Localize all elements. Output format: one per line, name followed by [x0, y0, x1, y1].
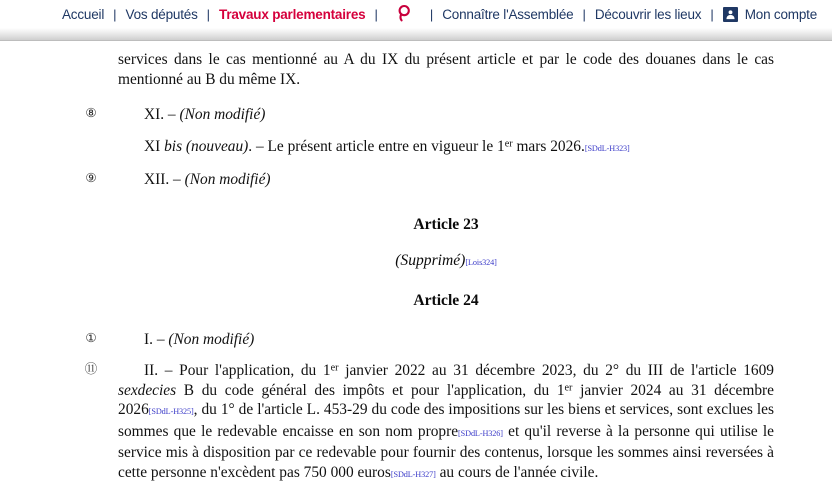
amendment-annotation[interactable]: [SDdL-H325] [148, 407, 194, 416]
article-status-block-23 [0, 252, 832, 270]
spacer [0, 270, 832, 292]
paragraph-i-label: I. – [144, 330, 169, 348]
amendment-annotation[interactable]: [Lois324] [465, 257, 497, 267]
paragraph-ii-g: au cours de l'année civile. [435, 463, 599, 481]
paragraph-xii-label: XII. – [144, 171, 185, 188]
paragraph-ii-a: II. – Pour l'application, du 1 [144, 362, 331, 379]
paragraph-xii [118, 170, 774, 190]
paragraph-marker: ⑧ [85, 105, 97, 120]
paragraph-block-i [0, 330, 832, 350]
paragraph-i-value: (Non modifié) [168, 330, 255, 348]
paragraph-block-xi-bis [0, 137, 832, 159]
paragraph-xi-bis [118, 137, 774, 159]
paragraph-ii-d: janvier 2024 au 31 décembre 2026 [118, 381, 774, 418]
paragraph-xi-value: (Non modifié) [179, 106, 266, 123]
spacer [0, 310, 832, 330]
paragraph-ii-f: et qu'il reverse à la personne qui utilise le service mis à disposition par ce redevable pour fournir des contenus, lorsque les sommes ainsi reversées à cette personne n'excèdent pas 750 000 euros [118, 422, 774, 481]
nav-item-connaitre-assemblee[interactable] [442, 7, 573, 22]
amendment-annotation[interactable]: [SDdL-H326] [458, 428, 503, 438]
paragraph-xi [118, 105, 774, 125]
top-navigation-bar [0, 0, 832, 28]
nav-item-accueil[interactable] [62, 7, 104, 22]
paragraph-xi-label: XI. – [144, 106, 180, 123]
paragraph-xi-bis-italic: bis (nouveau) [164, 137, 249, 155]
spacer [0, 89, 832, 105]
article-title-23: Article 23 [413, 215, 479, 233]
paragraph-block-xi [0, 105, 832, 125]
paragraph-xi-bis-rest1: . – Le présent article entre en vigueur le 1 [248, 137, 505, 155]
nav-item-mon-compte[interactable] [723, 7, 817, 22]
search-icon[interactable] [391, 2, 417, 26]
nav-item-travaux-parlementaires-label: Travaux parlementaires [219, 6, 366, 22]
nav-item-travaux-parlementaires[interactable] [219, 7, 365, 22]
nav-item-vos-deputes[interactable] [126, 7, 198, 22]
nav-shadow-band [0, 28, 832, 40]
nav-item-decouvrir-les-lieux[interactable] [595, 7, 702, 22]
paragraph-ii-italic-sexdecies: sexdecies [118, 381, 177, 399]
nav-item-vos-deputes-label: Vos députés [125, 6, 198, 22]
amendment-annotation[interactable]: [SDdL-H323] [584, 143, 630, 153]
nav-separator: | [374, 6, 378, 22]
paragraph-ii-b: janvier 2022 au 31 décembre 2023, du 2° du III de l'article 1609 [338, 362, 775, 379]
paragraph-xi-bis-label: XI [144, 137, 165, 155]
nav-separator: | [582, 6, 586, 22]
paragraph-continuation: services dans le cas mentionné au A du IX du présent article et par le code des douanes dans le cas mentionné au B du même IX. [118, 51, 774, 88]
spacer [0, 190, 832, 216]
spacer [0, 158, 832, 170]
user-account-icon [723, 7, 738, 22]
article-status-23-text: (Supprimé) [395, 251, 466, 269]
paragraph-i [118, 330, 774, 350]
nav-item-mon-compte-label: Mon compte [744, 6, 818, 22]
spacer [0, 234, 832, 252]
document-body [0, 41, 832, 484]
paragraph-xi-bis-rest2: mars 2026. [512, 137, 585, 155]
nav-item-decouvrir-les-lieux-label: Découvrir les lieux [594, 6, 702, 22]
ordinal-suffix: er [564, 382, 573, 394]
paragraph-marker: ① [85, 329, 97, 345]
ordinal-suffix: er [504, 138, 513, 150]
paragraph-ii-e: , du 1° de l'article L. 453-29 du code des impositions sur les biens et services, sont exclues les sommes que le redevable encaisse en son nom propre [118, 401, 774, 440]
paragraph-block-ii [0, 361, 832, 484]
article-heading-block-24 [0, 292, 832, 310]
nav-separator: | [710, 6, 714, 22]
nav-separator: | [113, 6, 117, 22]
paragraph-xii-value: (Non modifié) [184, 171, 271, 188]
paragraph-block [0, 50, 832, 89]
spacer [0, 349, 832, 361]
nav-item-accueil-label: Accueil [62, 6, 105, 22]
amendment-annotation[interactable]: [SDdL-H327] [390, 469, 436, 479]
article-status-23 [118, 252, 774, 270]
article-title-24: Article 24 [413, 291, 479, 309]
nav-item-connaitre-assemblee-label: Connaître l'Assemblée [442, 6, 574, 22]
paragraph-marker: ⑪ [84, 361, 98, 376]
paragraph-ii-c: B du code général des impôts et pour l'application, du 1 [176, 381, 565, 399]
paragraph-ii [118, 361, 774, 484]
ordinal-suffix: er [330, 362, 339, 374]
paragraph-block-xii [0, 170, 832, 190]
nav-separator: | [429, 6, 434, 22]
nav-separator: | [206, 6, 211, 22]
spacer [0, 125, 832, 137]
article-heading-block-23 [0, 216, 832, 234]
paragraph-marker: ⑨ [85, 170, 97, 185]
